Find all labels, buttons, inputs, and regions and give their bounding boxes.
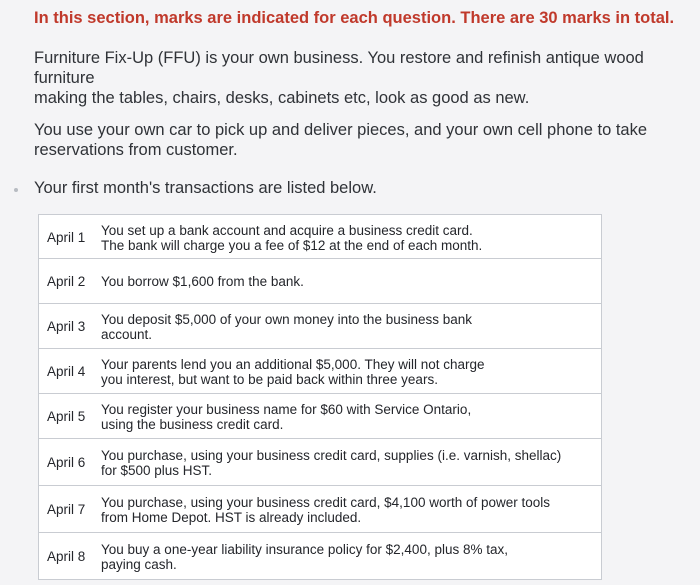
transaction-date: April 3 bbox=[47, 319, 86, 334]
transaction-description-line: You borrow $1,600 from the bank. bbox=[101, 274, 304, 289]
transaction-description-line: from Home Depot. HST is already included. bbox=[101, 509, 362, 525]
transaction-description bbox=[101, 357, 596, 387]
intro-line: reservations from customer. bbox=[34, 141, 238, 159]
transaction-date: April 1 bbox=[47, 230, 86, 245]
transaction-row bbox=[38, 259, 602, 304]
transaction-date: April 5 bbox=[47, 409, 86, 424]
section-instructions: In this section, marks are indicated for each question. There are 30 marks in total. bbox=[34, 9, 675, 27]
transaction-description-line: You deposit $5,000 of your own money into the business bank bbox=[101, 311, 473, 327]
intro-line: furniture bbox=[34, 69, 95, 87]
transactions-table bbox=[38, 214, 602, 580]
bullet-dot bbox=[14, 188, 18, 192]
transaction-description-line: account. bbox=[101, 326, 153, 342]
transaction-date: April 2 bbox=[47, 274, 86, 289]
transaction-description-line: for $500 plus HST. bbox=[101, 462, 213, 478]
transaction-description bbox=[101, 274, 596, 289]
transaction-description bbox=[101, 542, 596, 572]
transaction-description-line: paying cash. bbox=[101, 556, 177, 572]
transaction-description-line: using the business credit card. bbox=[101, 416, 284, 432]
transaction-description-line: You purchase, using your business credit card, supplies (i.e. varnish, shellac) bbox=[101, 447, 562, 463]
transaction-description-line: You buy a one-year liability insurance policy for $2,400, plus 8% tax, bbox=[101, 541, 508, 557]
transaction-row bbox=[38, 214, 602, 259]
transaction-description bbox=[101, 312, 596, 342]
transaction-description-line: You purchase, using your business credit card, $4,100 worth of power tools bbox=[101, 494, 551, 510]
transaction-date: April 6 bbox=[47, 455, 86, 470]
transaction-description-line: You set up a bank account and acquire a business credit card. bbox=[101, 222, 473, 238]
transaction-description bbox=[101, 448, 596, 478]
intro-paragraph-car-phone bbox=[34, 120, 674, 160]
transaction-row bbox=[38, 394, 602, 439]
intro-line: Furniture Fix-Up (FFU) is your own business. You restore and refinish antique wood bbox=[34, 49, 644, 67]
transaction-description-line: You register your business name for $60 with Service Ontario, bbox=[101, 401, 472, 417]
transaction-row bbox=[38, 439, 602, 486]
transaction-date: April 8 bbox=[47, 549, 86, 564]
transaction-row bbox=[38, 349, 602, 394]
intro-line: You use your own car to pick up and deliver pieces, and your own cell phone to take bbox=[34, 121, 648, 139]
transaction-description-line: Your parents lend you an additional $5,000. They will not charge bbox=[101, 356, 485, 372]
transaction-description bbox=[101, 495, 596, 525]
transaction-row bbox=[38, 486, 602, 533]
intro-paragraph-transactions: Your first month's transactions are listed below. bbox=[34, 179, 377, 197]
transaction-date: April 7 bbox=[47, 502, 86, 517]
intro-paragraph-business bbox=[34, 48, 664, 108]
transaction-description-line: The bank will charge you a fee of $12 at the end of each month. bbox=[101, 237, 483, 253]
transaction-row bbox=[38, 533, 602, 580]
intro-line: making the tables, chairs, desks, cabinets etc, look as good as new. bbox=[34, 89, 530, 107]
transaction-row bbox=[38, 304, 602, 349]
transaction-description-line: you interest, but want to be paid back within three years. bbox=[101, 371, 438, 387]
transaction-description bbox=[101, 402, 596, 432]
transaction-date: April 4 bbox=[47, 364, 86, 379]
transaction-description bbox=[101, 223, 596, 253]
